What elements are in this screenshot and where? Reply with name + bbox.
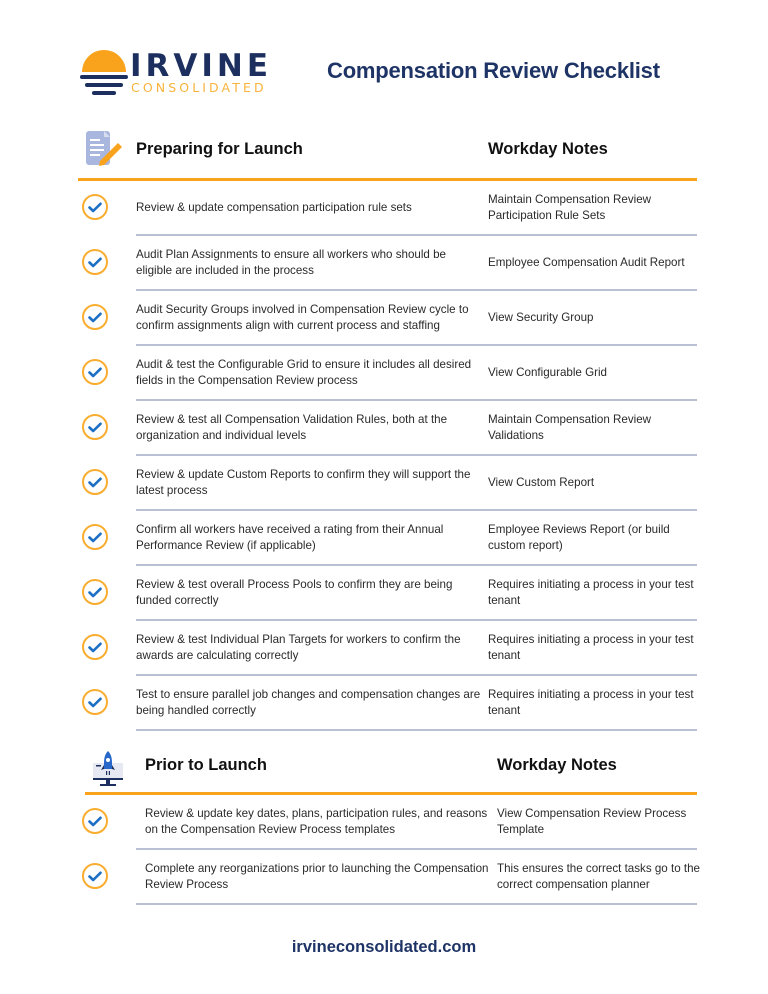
company-logo — [78, 48, 278, 102]
task-text: Review & test all Compensation Validation Rules, both at the organization and individual levels — [136, 412, 448, 442]
checkbox[interactable] — [82, 808, 108, 834]
workday-note-text: Requires initiating a process in your test tenant — [488, 632, 694, 662]
checklist-row — [0, 849, 768, 904]
rocket-monitor-icon — [92, 751, 124, 787]
checkmark-icon — [88, 202, 102, 213]
checkmark-icon — [88, 257, 102, 268]
checkbox[interactable] — [82, 359, 108, 385]
checkbox[interactable] — [82, 469, 108, 495]
workday-note-text: View Security Group — [488, 310, 594, 324]
task-text: Review & test overall Process Pools to confirm they are being funded correctly — [136, 577, 453, 607]
checkmark-icon — [88, 816, 102, 827]
checklist-row — [0, 565, 768, 620]
checkbox[interactable] — [82, 414, 108, 440]
checklist-row — [0, 510, 768, 565]
task-text: Review & update key dates, plans, participation rules, and reasons on the Compensation Review Process templates — [145, 806, 488, 836]
checklist-row — [0, 794, 768, 849]
checkbox[interactable] — [82, 194, 108, 220]
checkbox[interactable] — [82, 249, 108, 275]
page-title: Compensation Review Checklist — [327, 58, 660, 83]
checkbox[interactable] — [82, 634, 108, 660]
task-text: Audit Plan Assignments to ensure all workers who should be eligible are included in the process — [136, 247, 446, 277]
checklist-row — [0, 290, 768, 345]
footer-website-link[interactable]: irvineconsolidated.com — [291, 938, 477, 956]
checkmark-icon — [88, 532, 102, 543]
checklist-row — [0, 235, 768, 290]
task-text: Review & test Individual Plan Targets for workers to confirm the awards are calculating correctly — [136, 632, 461, 662]
checklist-row — [0, 180, 768, 235]
section-title: Prior to Launch — [145, 756, 267, 774]
checkmark-icon — [88, 697, 102, 708]
checkmark-icon — [88, 312, 102, 323]
checklist-row — [0, 400, 768, 455]
checklist-row — [0, 345, 768, 400]
checkmark-icon — [88, 871, 102, 882]
checklist-row — [0, 455, 768, 510]
checkbox[interactable] — [82, 524, 108, 550]
checkmark-icon — [88, 422, 102, 433]
notes-column-header: Workday Notes — [488, 140, 608, 158]
workday-note-text: View Custom Report — [488, 475, 595, 489]
workday-note-text: Employee Reviews Report (or build custom report) — [488, 522, 670, 552]
workday-note-text: Requires initiating a process in your test tenant — [488, 577, 694, 607]
checkbox[interactable] — [82, 689, 108, 715]
checkmark-icon — [88, 367, 102, 378]
task-text: Complete any reorganizations prior to launching the Compensation Review Process — [145, 861, 489, 891]
sun-logo-icon — [80, 48, 128, 98]
document-edit-icon — [86, 131, 124, 167]
task-text: Confirm all workers have received a rating from their Annual Performance Review (if applicable) — [136, 522, 444, 552]
workday-note-text: Employee Compensation Audit Report — [488, 255, 685, 269]
workday-note-text: This ensures the correct tasks go to the correct compensation planner — [497, 861, 700, 891]
task-text: Test to ensure parallel job changes and compensation changes are being handled correctly — [136, 687, 481, 717]
workday-note-text: View Configurable Grid — [488, 365, 608, 379]
task-text: Audit & test the Configurable Grid to ensure it includes all desired fields in the Compensation Review process — [136, 357, 472, 387]
checkmark-icon — [88, 587, 102, 598]
checkmark-icon — [88, 642, 102, 653]
workday-note-text: Requires initiating a process in your test tenant — [488, 687, 694, 717]
workday-note-text: Maintain Compensation Review Participation Rule Sets — [488, 192, 652, 222]
task-text: Audit Security Groups involved in Compensation Review cycle to confirm assignments align with current process and staffing — [136, 302, 469, 332]
checklist-row — [0, 620, 768, 675]
checkbox[interactable] — [82, 863, 108, 889]
checkbox[interactable] — [82, 579, 108, 605]
row-divider — [136, 729, 697, 731]
checklist-row — [0, 675, 768, 730]
section-title: Preparing for Launch — [136, 140, 303, 158]
checkbox[interactable] — [82, 304, 108, 330]
task-text: Review & update Custom Reports to confirm they will support the latest process — [136, 467, 471, 497]
task-text: Review & update compensation participation rule sets — [136, 200, 412, 214]
logo-wordmark: IRVINE — [130, 48, 273, 84]
row-divider — [136, 903, 697, 905]
workday-note-text: View Compensation Review Process Template — [497, 806, 687, 836]
workday-note-text: Maintain Compensation Review Validations — [488, 412, 652, 442]
checkmark-icon — [88, 477, 102, 488]
logo-subtitle: CONSOLIDATED — [131, 80, 267, 95]
notes-column-header: Workday Notes — [497, 756, 617, 774]
